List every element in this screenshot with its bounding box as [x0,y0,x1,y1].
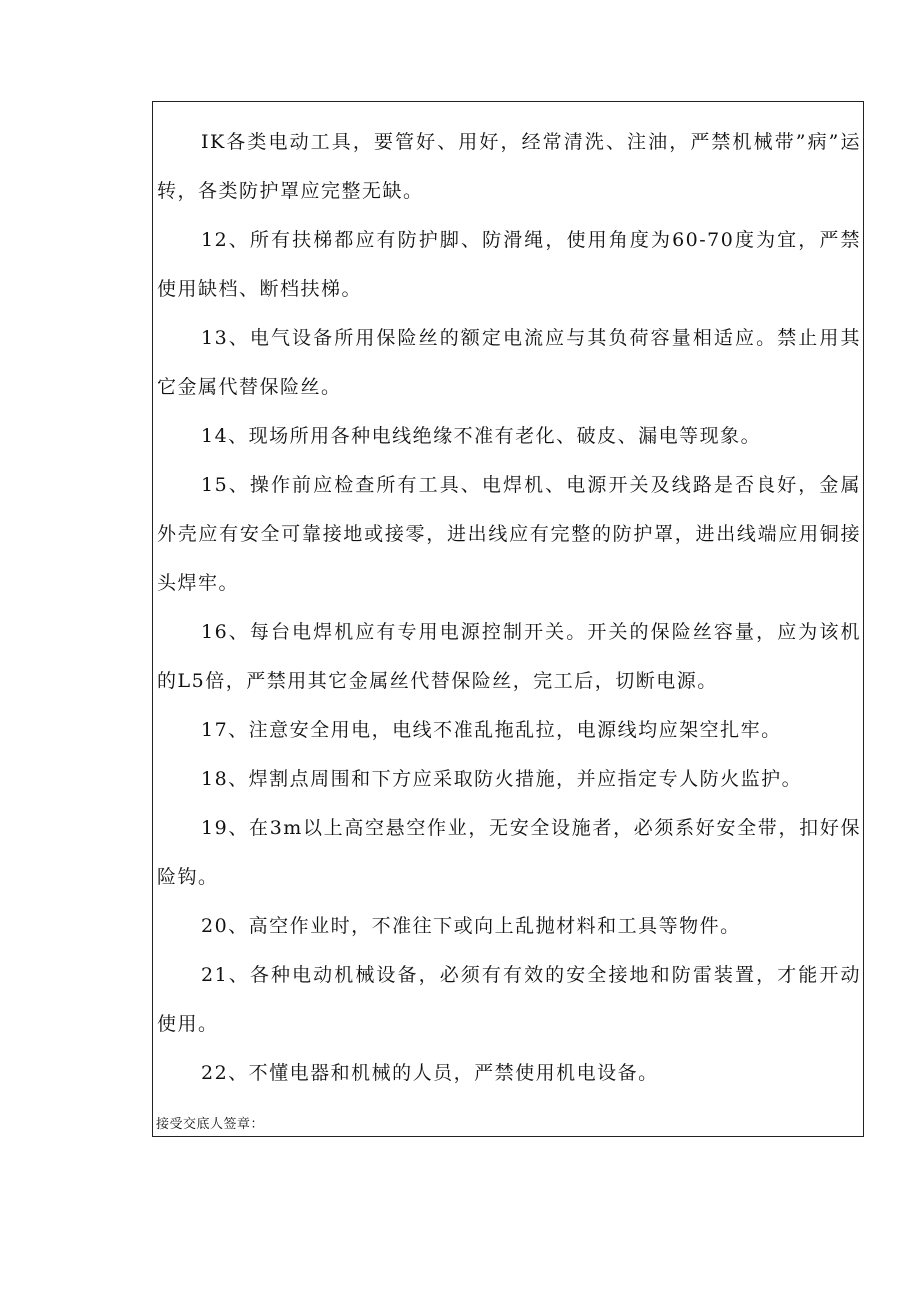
rule-item-21: 21、各种电动机械设备，必须有有效的安全接地和防雷装置，才能开动使用。 [157,964,861,1035]
rule-item-19: 19、在3m以上高空悬空作业，无安全设施者，必须系好安全带，扣好保险钩。 [157,817,861,888]
rule-item-14: 14、现场所用各种电线绝缘不准有老化、破皮、漏电等现象。 [201,425,762,447]
signature-label: 接受交底人签章： [156,1117,265,1132]
rule-item-15: 15、操作前应检查所有工具、电焊机、电源开关及线路是否良好，金属外壳应有安全可靠接地或接零，进出线应有完整的防护罩，进出线端应用铜接头焊牢。 [157,474,861,594]
document-table-cell [152,101,864,1137]
rule-item-18: 18、焊割点周围和下方应采取防火措施，并应指定专人防火监护。 [201,768,803,790]
rule-item-11: IK各类电动工具，要管好、用好，经常清洗、注油，严禁机械带”病”运转，各类防护罩应完整无缺。 [157,131,861,202]
rule-item-20: 20、高空作业时，不准往下或向上乱抛材料和工具等物件。 [201,915,741,937]
rule-item-22: 22、不懂电器和机械的人员，严禁使用机电设备。 [201,1062,659,1084]
rule-item-12: 12、所有扶梯都应有防护脚、防滑绳，使用角度为60-70度为宜，严禁使用缺档、断档扶梯。 [157,229,861,300]
rule-item-16: 16、每台电焊机应有专用电源控制开关。开关的保险丝容量，应为该机的L5倍，严禁用其它金属丝代替保险丝，完工后，切断电源。 [157,621,861,692]
rule-item-17: 17、注意安全用电，电线不准乱拖乱拉，电源线均应架空扎牢。 [201,719,782,741]
rule-item-13: 13、电气设备所用保险丝的额定电流应与其负荷容量相适应。禁止用其它金属代替保险丝。 [157,327,861,398]
safety-rules-list [153,118,865,1098]
